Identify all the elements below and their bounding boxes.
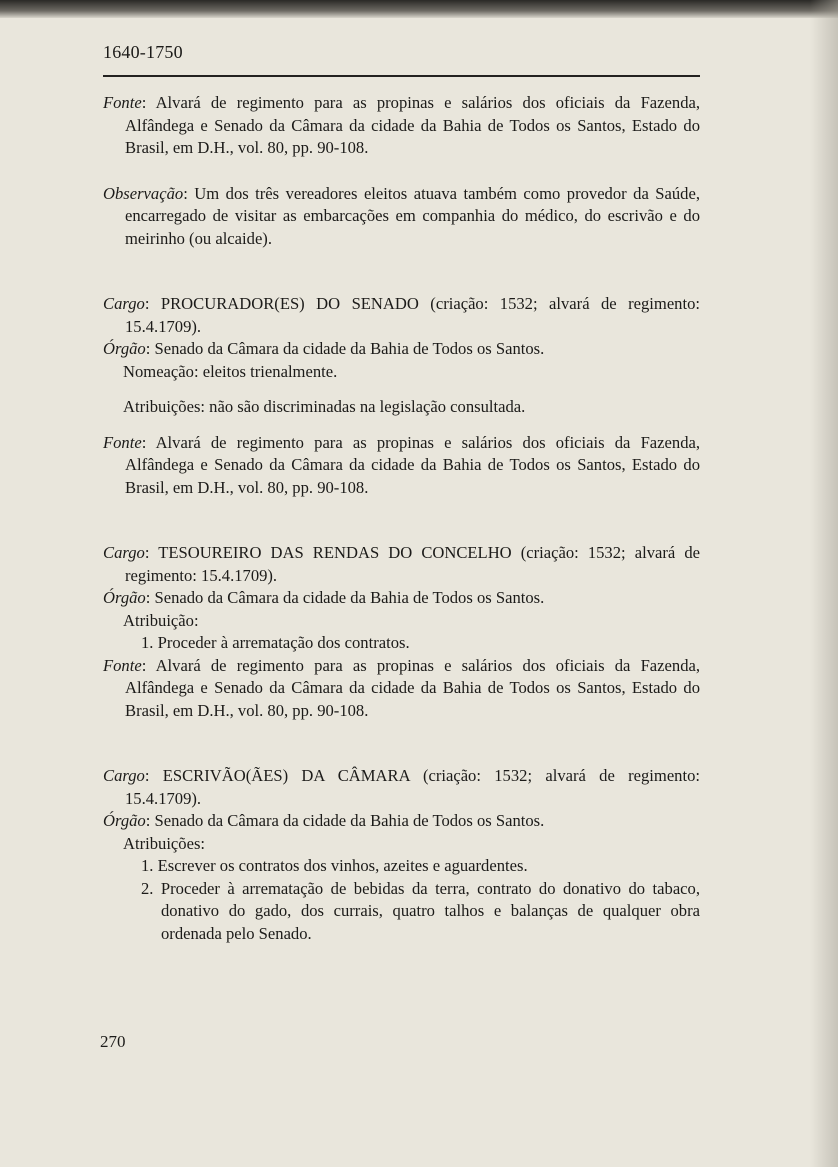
list-item: 2. Proceder à arrematação de bebidas da terra, contrato do donativo do tabaco, donativo do gado, dos currais, quatro talhos e balanças de qualquer obra ordenada pelo Senado. [141,878,700,943]
atribuicoes-line: Atribuições: não são discriminadas na legislação consultada. [123,397,526,416]
cargo-text: ESCRIVÃO(ÃES) DA CÂMARA (criação: 1532; alvará de regimento: 15.4.1709). [125,766,700,808]
fonte-label: Fonte [103,93,142,112]
cargo-label: Cargo [103,766,145,785]
page-number: 270 [100,1032,126,1051]
fonte-text: Alvará de regimento para as propinas e salários dos oficiais da Fazenda, Alfândega e Senado da Câmara da cidade da Bahia de Todos os Santos, Estado do Brasil, em D.H., vol. 80, pp. 90-108. [125,655,700,720]
cargo-text: PROCURADOR(ES) DO SENADO (criação: 1532; alvará de regimento: 15.4.1709). [125,294,700,336]
orgao-label: Órgão [103,588,146,607]
orgao-text: Senado da Câmara da cidade da Bahia de Todos os Santos. [154,811,545,830]
orgao-paragraph: Órgão: Senado da Câmara da cidade da Bahia de Todos os Santos. [103,588,545,607]
scan-top-edge [0,0,838,18]
observacao-label: Observação [103,183,184,203]
running-header: 1640-1750 [103,42,183,62]
page-shadow [810,0,838,1167]
orgao-text: Senado da Câmara da cidade da Bahia de Todos os Santos. [154,588,545,607]
orgao-paragraph: Órgão: Senado da Câmara da cidade da Bahia de Todos os Santos. [103,811,545,830]
fonte-label: Fonte [103,655,142,675]
orgao-label: Órgão [103,339,146,358]
header-rule [103,75,700,77]
orgao-label: Órgão [103,811,146,830]
orgao-text: Senado da Câmara da cidade da Bahia de Todos os Santos. [154,339,545,358]
fonte-paragraph: Fonte: Alvará de regimento para as propinas e salários dos oficiais da Fazenda, Alfândega e Senado da Câmara da cidade da Bahia de Todos os Santos, Estado do Brasil, em D.H., vol. 80, pp. 90-108. [103,93,700,157]
atribuicoes-heading: Atribuições: [123,833,206,853]
fonte-text: Alvará de regimento para as propinas e salários dos oficiais da Fazenda, Alfândega e Senado da Câmara da cidade da Bahia de Todos os Santos, Estado do Brasil, em D.H., vol. 80, pp. 90-108. [125,93,700,157]
cargo-label: Cargo [103,543,145,562]
nomeacao-line: Nomeação: eleitos trienalmente. [123,361,338,381]
cargo-label: Cargo [103,294,145,313]
observacao-paragraph: Observação: Um dos três vereadores eleitos atuava também como provedor da Saúde, encarregado de visitar as embarcações em companhia do médico, do escrivão e do meirinho (ou alcaide). [103,183,700,248]
cargo-text: TESOUREIRO DAS RENDAS DO CONCELHO (criação: 1532; alvará de regimento: 15.4.1709). [125,543,700,585]
atribuicao-heading: Atribuição: [123,610,199,630]
fonte-text: Alvará de regimento para as propinas e salários dos oficiais da Fazenda, Alfândega e Senado da Câmara da cidade da Bahia de Todos os Santos, Estado do Brasil, em D.H., vol. 80, pp. 90-108. [125,432,700,497]
list-item: 1. Escrever os contratos dos vinhos, azeites e aguardentes. [141,856,528,875]
page-body [103,92,700,945]
list-item: 1. Proceder à arrematação dos contratos. [141,633,410,652]
cargo-paragraph: Cargo: TESOUREIRO DAS RENDAS DO CONCELHO (criação: 1532; alvará de regimento: 15.4.1709). [103,543,700,585]
observacao-text: Um dos três vereadores eleitos atuava também como provedor da Saúde, encarregado de visitar as embarcações em companhia do médico, do escrivão e do meirinho (ou alcaide). [125,183,700,248]
fonte-paragraph: Fonte: Alvará de regimento para as propinas e salários dos oficiais da Fazenda, Alfândega e Senado da Câmara da cidade da Bahia de Todos os Santos, Estado do Brasil, em D.H., vol. 80, pp. 90-108. [103,432,700,497]
orgao-paragraph: Órgão: Senado da Câmara da cidade da Bahia de Todos os Santos. [103,339,545,358]
cargo-paragraph: Cargo: ESCRIVÃO(ÃES) DA CÂMARA (criação: 1532; alvará de regimento: 15.4.1709). [103,766,700,808]
cargo-paragraph: Cargo: PROCURADOR(ES) DO SENADO (criação: 1532; alvará de regimento: 15.4.1709). [103,294,700,336]
fonte-paragraph: Fonte: Alvará de regimento para as propinas e salários dos oficiais da Fazenda, Alfândega e Senado da Câmara da cidade da Bahia de Todos os Santos, Estado do Brasil, em D.H., vol. 80, pp. 90-108. [103,655,700,720]
fonte-label: Fonte [103,432,142,452]
